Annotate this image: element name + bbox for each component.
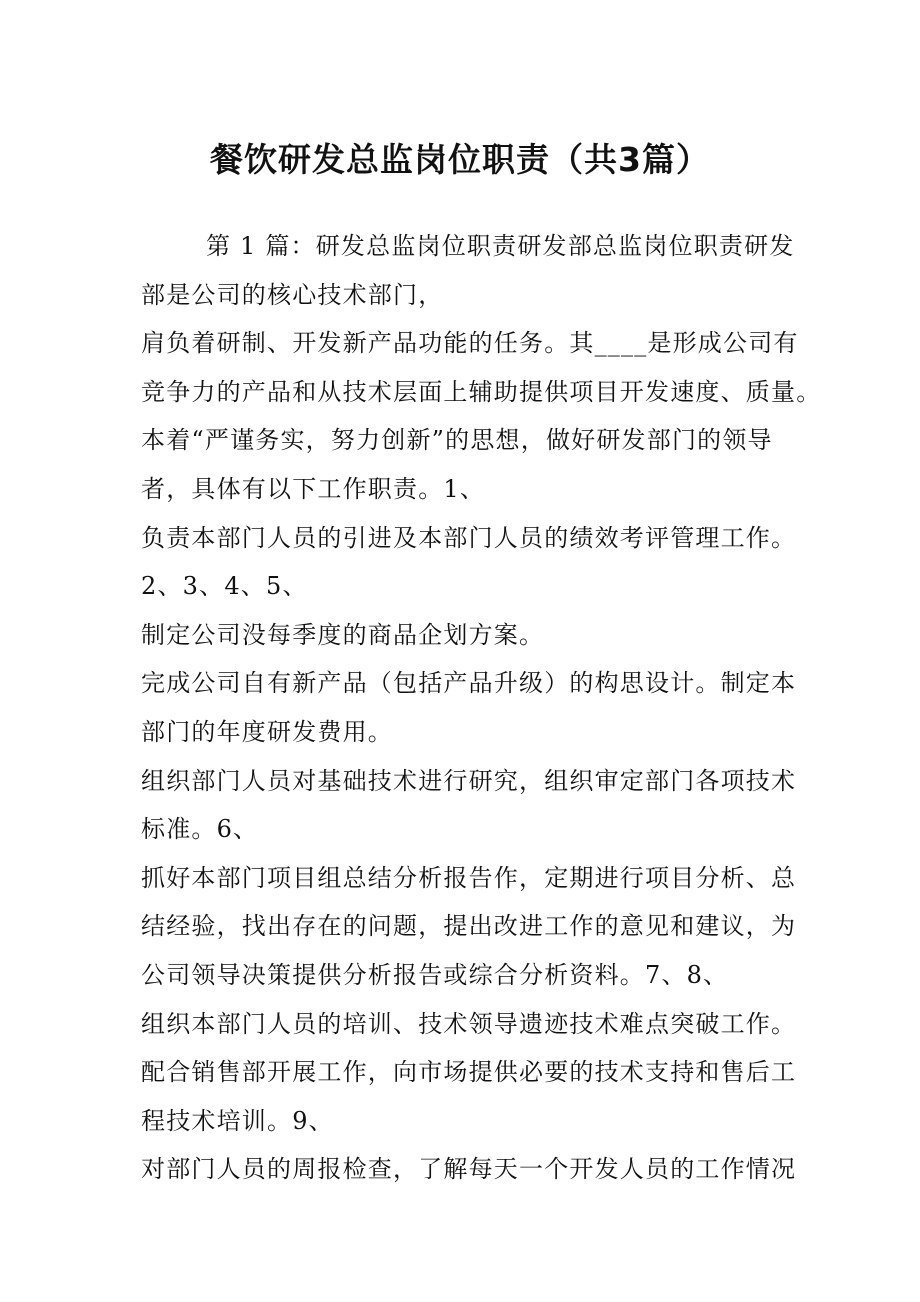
text-line: 2、3、4、5、 (141, 572, 308, 601)
text-line: 组织本部门人员的培训、技术领导遗迹技术难点突破工作。 (141, 1009, 797, 1038)
text-line: 部门的年度研发费用。 (141, 717, 393, 746)
text-line: 标准。6、 (141, 815, 259, 844)
text-line: 程技术培训。9、 (141, 1106, 334, 1135)
text-line: 组织部门人员对基础技术进行研究，组织审定部门各项技术 (141, 766, 797, 795)
text-line: 肩负着研制、开发新产品功能的任务。其____是形成公司有 (141, 329, 799, 358)
text-line: 结经验，找出存在的问题，提出改进工作的意见和建议，为 (141, 912, 797, 941)
text-line: 负责本部门人员的引进及本部门人员的绩效考评管理工作。 (141, 523, 797, 552)
text-line: 抓好本部门项目组总结分析报告作，定期进行项目分析、总 (141, 863, 797, 892)
text-line: 对部门人员的周报检查，了解每天一个开发人员的工作情况 (141, 1155, 797, 1184)
text-line: 者，具体有以下工作职责。1、 (141, 474, 486, 503)
text-line: 制定公司没每季度的商品企划方案。 (141, 620, 545, 649)
text-line: 本着“严谨务实，努力创新”的思想，做好研发部门的领导 (141, 426, 773, 455)
text-line: 完成公司自有新产品（包括产品升级）的构思设计。制定本 (141, 669, 797, 698)
text-line: 部是公司的核心技术部门， (141, 280, 444, 309)
text-line: 第 1 篇：研发总监岗位职责研发部总监岗位职责研发 (206, 232, 795, 260)
document-body (141, 222, 822, 1194)
text-line: 竞争力的产品和从技术层面上辅助提供项目开发速度、质量。 (141, 377, 822, 406)
document-title: 餐饮研发总监岗位职责（共3篇） (210, 140, 710, 179)
text-line: 公司领导决策提供分析报告或综合分析资料。7、8、 (141, 960, 729, 989)
text-line: 配合销售部开展工作，向市场提供必要的技术支持和售后工 (141, 1058, 797, 1087)
